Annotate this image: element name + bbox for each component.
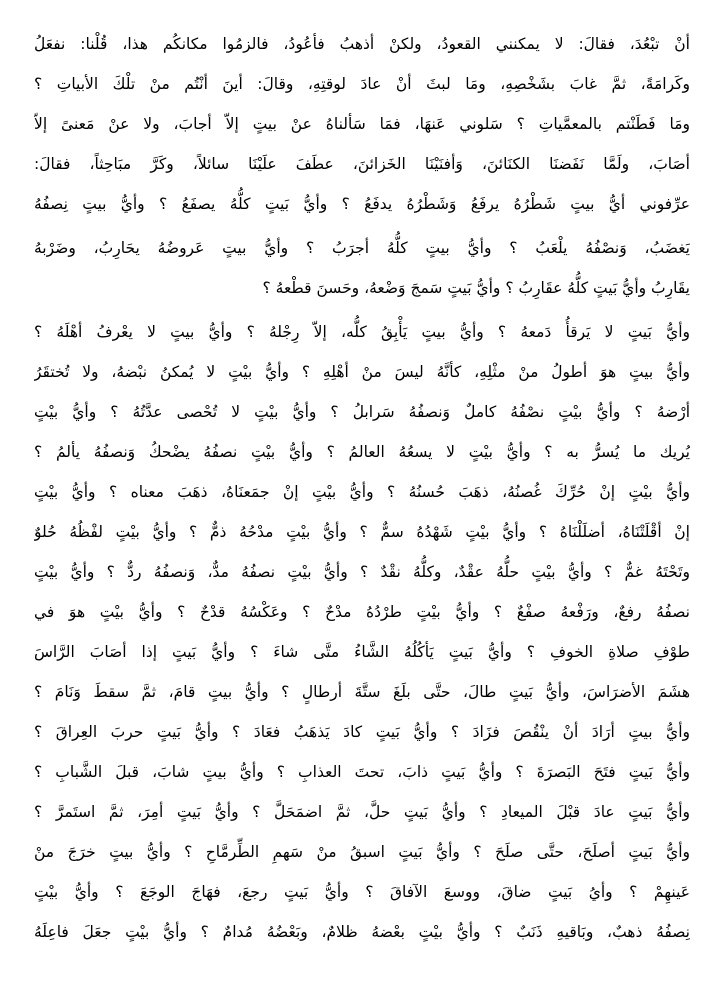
paragraph-3 <box>34 312 690 952</box>
text-line: وكَرامَةً، ثمَّ غابَ بشَخْصِهِ، ومَا لبثَ أنْ عادَ لوقتِهِ، وقالَ: أينَ أنْتُم منْ تلْكَ الأبياتِ ؟ <box>34 75 690 93</box>
text-line: أرْضهُ ؟ وأيُّ بيْتٍ نصْفُهُ كاملٌ وَنصفُهُ سَرابلُ ؟ وأيُّ بيْتٍ لا تُحْصى عدَّتُهُ ؟ وأيُّ بيْتٍ <box>34 403 690 421</box>
text-line: عَينهِمْ ؟ وأيُ بَيتٍ ضاقَ، ووسعَ الآفاقَ ؟ وأيُّ بَيتٍ رجعَ، فهَاجَ الوجَعَ ؟ وأيُّ بيْتٍ <box>34 883 690 901</box>
text-line: ومَا فَطَنْتم بالمعمَّياتِ ؟ سَلوني عَنهَا، فمَا سَألناهُ عنْ بيتٍ إلاّ أجابَ، ولا عنْ مَعنىً إلاّ <box>34 115 690 133</box>
text-line: هشَمَ الأضرَاسَ، وأيُّ بَيتٍ طالَ، حتَّى بلَغَ ستَّةَ أرطالٍ ؟ وأيُّ بيتٍ قامَ، ثمَّ سقطَ وَنَامَ ؟ <box>34 683 690 701</box>
text-line: وأيُّ بيتٍ أرَادَ أنْ ينْقُصَ فزَادَ ؟ وأيُّ بَيتٍ كادَ يَذهَبُ فعَادَ ؟ وأيُّ بَيتٍ حربَ العِراقَ ؟ <box>34 723 690 741</box>
text-line: وأيُّ بيْتٍ إنْ حُرِّكَ غُصنُهُ، ذهَبَ حُسنُهُ ؟ وأيُّ بيْتٍ إنْ جمَعنَاهُ، ذهَبَ معناه ؟ وأيُّ بيْتٍ <box>34 483 690 501</box>
text-line: يقَارِبُ وأيُّ بَيتٍ كلُّهُ عقَارِبُ ؟ وأيُّ بَيتٍ سَمجَ وَضْعهُ، وحَسنَ قطْعهُ ؟ <box>262 279 690 297</box>
paragraph-2 <box>34 228 690 308</box>
text-line: وأيُّ بَيتٍ لا يَرقأُ دَمعهُ ؟ وأيُّ بيتٍ يَأْبِقُ كلُّه، إلاّ رِجْلهُ ؟ وأيُّ بيتٍ لا يعْرفُ أهْلَهُ ؟ <box>34 323 690 341</box>
text-line: أنْ تبْعُدَ، فقالَ: لا يمكنني القعودُ، ولكنْ أذهبُ فأعُودُ، فالزمُوا مكانكُم هذا، قُلْنا: نفعَلُ <box>34 35 690 53</box>
text-line: وتَحْتَهُ غمٌّ ؟ وأيُّ بيْتٍ حلُّهُ عقْدٌ، وكلُّهُ نقْدٌ ؟ وأيُّ بيْتٍ نصفُهُ مدٌّ، وَنصفُهُ ردٌّ ؟ وأيُّ بيْتٍ <box>34 563 690 581</box>
text-line: وأيُّ بَيتٍ أصلَحَ، حتَّى صلَحَ ؟ وأيُّ بَيتٍ اسبقُ منْ سَهمِ الطِّرمَّاحِ ؟ وأيُّ بيتٍ خرَجَ منْ <box>34 843 690 861</box>
text-line: إنْ أقْلَتْنَاهُ، أضلَلْنَاهُ ؟ وأيُّ بيْتٍ شَهْدُهُ سمٌّ ؟ وأيُّ بيْتٍ مدْحُهُ ذمٌّ ؟ وأيُّ بيْتٍ لفْظُهُ حُلوٌ <box>34 523 690 541</box>
text-line: طوْفِ صلاةِ الخوفِ ؟ وأيُّ بَيتٍ يَأكُلُهُ الشَّاءُ متَّى شاءَ ؟ وأيُّ بَيتٍ إذا أصَابَ الرَّاسَ <box>34 643 690 661</box>
text-line: يَغضَبُ، وَنصْفُهُ يلْعَبُ ؟ وأيُّ بيتٍ كلُّهُ أجرَبُ ؟ وأيُّ بيتٍ عَروضُهُ يحَارِبُ، وضَرْبهُ <box>34 239 690 257</box>
text-line: يُريك ما يُسرُّ به ؟ وأيُّ بيْتٍ لا يسعُهُ العالمُ ؟ وأيُّ بيْتٍ نصفُهُ يضْحكُ وَنصفُهُ يألمُ ؟ <box>34 443 690 461</box>
text-line: وأيُّ بيتٍ هوَ أطولُ منْ مثْلِهِ، كأنَّهُ ليسَ منْ أهْلِهِ ؟ وأيُّ بيْتٍ لا يُمكنُ نبْضهُ، ولا تُختقَرُ <box>34 363 690 381</box>
paragraph-1 <box>34 24 690 224</box>
text-line: وأيُّ بَيتٍ فتَحَ البَصرَةَ ؟ وأيُّ بَيتٍ ذابَ، تحتَ العذابِ ؟ وأيُّ بيتٍ شابَ، قبلَ الشَّبابِ ؟ <box>34 763 690 781</box>
text-line: نصفُهُ رفعٌ، ورَفْعهُ صفْعٌ ؟ وأيُّ بيْتٍ طرْدُهُ مدْحٌ ؟ وعَكْسُهُ قدْحٌ ؟ وأيُّ بيْتٍ هوَ في <box>34 603 690 621</box>
text-line: عرِّفوني أيُّ بيتٍ شَطْرُهُ يرفَعُ وَشَطْرُهُ يدفَعُ ؟ وأيُّ بَيتٍ كلُّهُ يصفَعُ ؟ وأيُّ بيتٍ نِصفُهُ <box>34 195 690 213</box>
text-line: نِصفُهُ ذهبٌ، وبَاقيهِ ذَنَبٌ ؟ وأيُّ بيْتٍ بعْضهُ ظلامٌ، وبَعْضُهُ مُدامٌ ؟ وأيُّ بيْتٍ جعَلَ فاعِلَهُ <box>34 923 690 941</box>
text-line: أصَابَ، ولَمَّا نَفَضنَا الكنَائنَ، وَأفنَيْنَا الخَزائنَ، عطَفَ علَيْنَا سائلاً، وكَرَّ مبَاحِثاً، فقالَ: <box>34 155 690 173</box>
text-line: وأيُّ بَيتٍ عادَ قبْلَ الميعادِ ؟ وأيُّ بَيتٍ حلَّ، ثمَّ اضمَحَلَّ ؟ وأيُّ بَيتٍ أمِرَ، ثمَّ استَمرَّ ؟ <box>34 803 690 821</box>
